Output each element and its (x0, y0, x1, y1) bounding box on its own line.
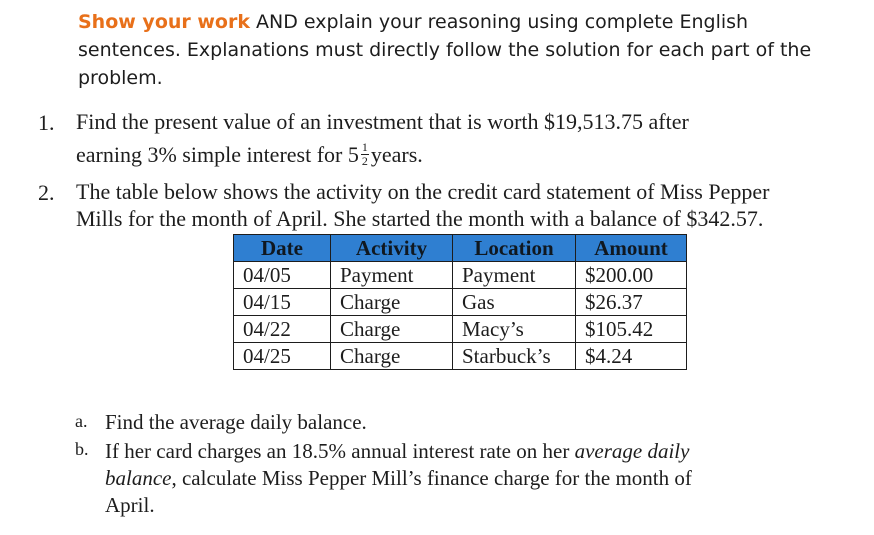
cell-activity: Charge (331, 316, 453, 343)
subpart-b-line-3: April. (105, 493, 155, 517)
cell-amount: $4.24 (576, 343, 687, 370)
table-header-row (234, 235, 687, 262)
fraction-denominator: 2 (361, 154, 368, 169)
cell-activity: Charge (331, 343, 453, 370)
problem-2-line-2: Mills for the month of April. She started the month with a balance of $342.57. (76, 206, 764, 231)
problem-1-number: 1. (38, 110, 55, 135)
problem-1-line-1: Find the present value of an investment that is worth $19,513.75 after (76, 109, 689, 134)
subpart-b-text: If her card charges an 18.5% annual interest rate on her (105, 439, 575, 463)
subpart-a-label: a. (75, 411, 88, 431)
subpart-a-text: Find the average daily balance. (105, 410, 367, 434)
header-location: Location (453, 235, 576, 262)
fraction-numerator: 1 (361, 140, 368, 155)
subpart-b-text-2: , calculate Miss Pepper Mill’s finance charge for the month of (171, 466, 692, 490)
table-row (234, 262, 687, 289)
table-row (234, 316, 687, 343)
table-row (234, 289, 687, 316)
subpart-b-italic: average daily (574, 439, 690, 463)
instructions (78, 8, 848, 92)
problem-1-text-after: years. (370, 142, 423, 167)
cell-date: 04/22 (234, 316, 331, 343)
problem-1-line-2 (76, 141, 423, 170)
problem-1-text-before: earning 3% simple interest for 5 (76, 142, 359, 167)
cell-amount: $200.00 (576, 262, 687, 289)
subpart-b-line-2 (105, 464, 692, 492)
cell-location: Gas (453, 289, 576, 316)
instructions-text: AND explain your reasoning using complete English sentences. Explanations must directly follow the solution for each part of the problem. (78, 11, 812, 89)
mixed-fraction (361, 141, 369, 168)
cell-date: 04/25 (234, 343, 331, 370)
subpart-b-line-1 (105, 437, 689, 465)
header-date: Date (234, 235, 331, 262)
subpart-b-italic-2: balance (105, 466, 172, 490)
cell-location: Payment (453, 262, 576, 289)
cell-date: 04/15 (234, 289, 331, 316)
cell-date: 04/05 (234, 262, 331, 289)
cell-location: Macy’s (453, 316, 576, 343)
table-row (234, 343, 687, 370)
subpart-b-label: b. (75, 439, 89, 459)
problem-2-line-1: The table below shows the activity on the credit card statement of Miss Pepper (76, 179, 770, 204)
problem-2-number: 2. (38, 180, 55, 205)
cell-location: Starbuck’s (453, 343, 576, 370)
cell-amount: $26.37 (576, 289, 687, 316)
instructions-emphasis: Show your work (78, 11, 250, 33)
cell-amount: $105.42 (576, 316, 687, 343)
header-activity: Activity (331, 235, 453, 262)
activity-table (233, 234, 687, 370)
cell-activity: Charge (331, 289, 453, 316)
cell-activity: Payment (331, 262, 453, 289)
header-amount: Amount (576, 235, 687, 262)
